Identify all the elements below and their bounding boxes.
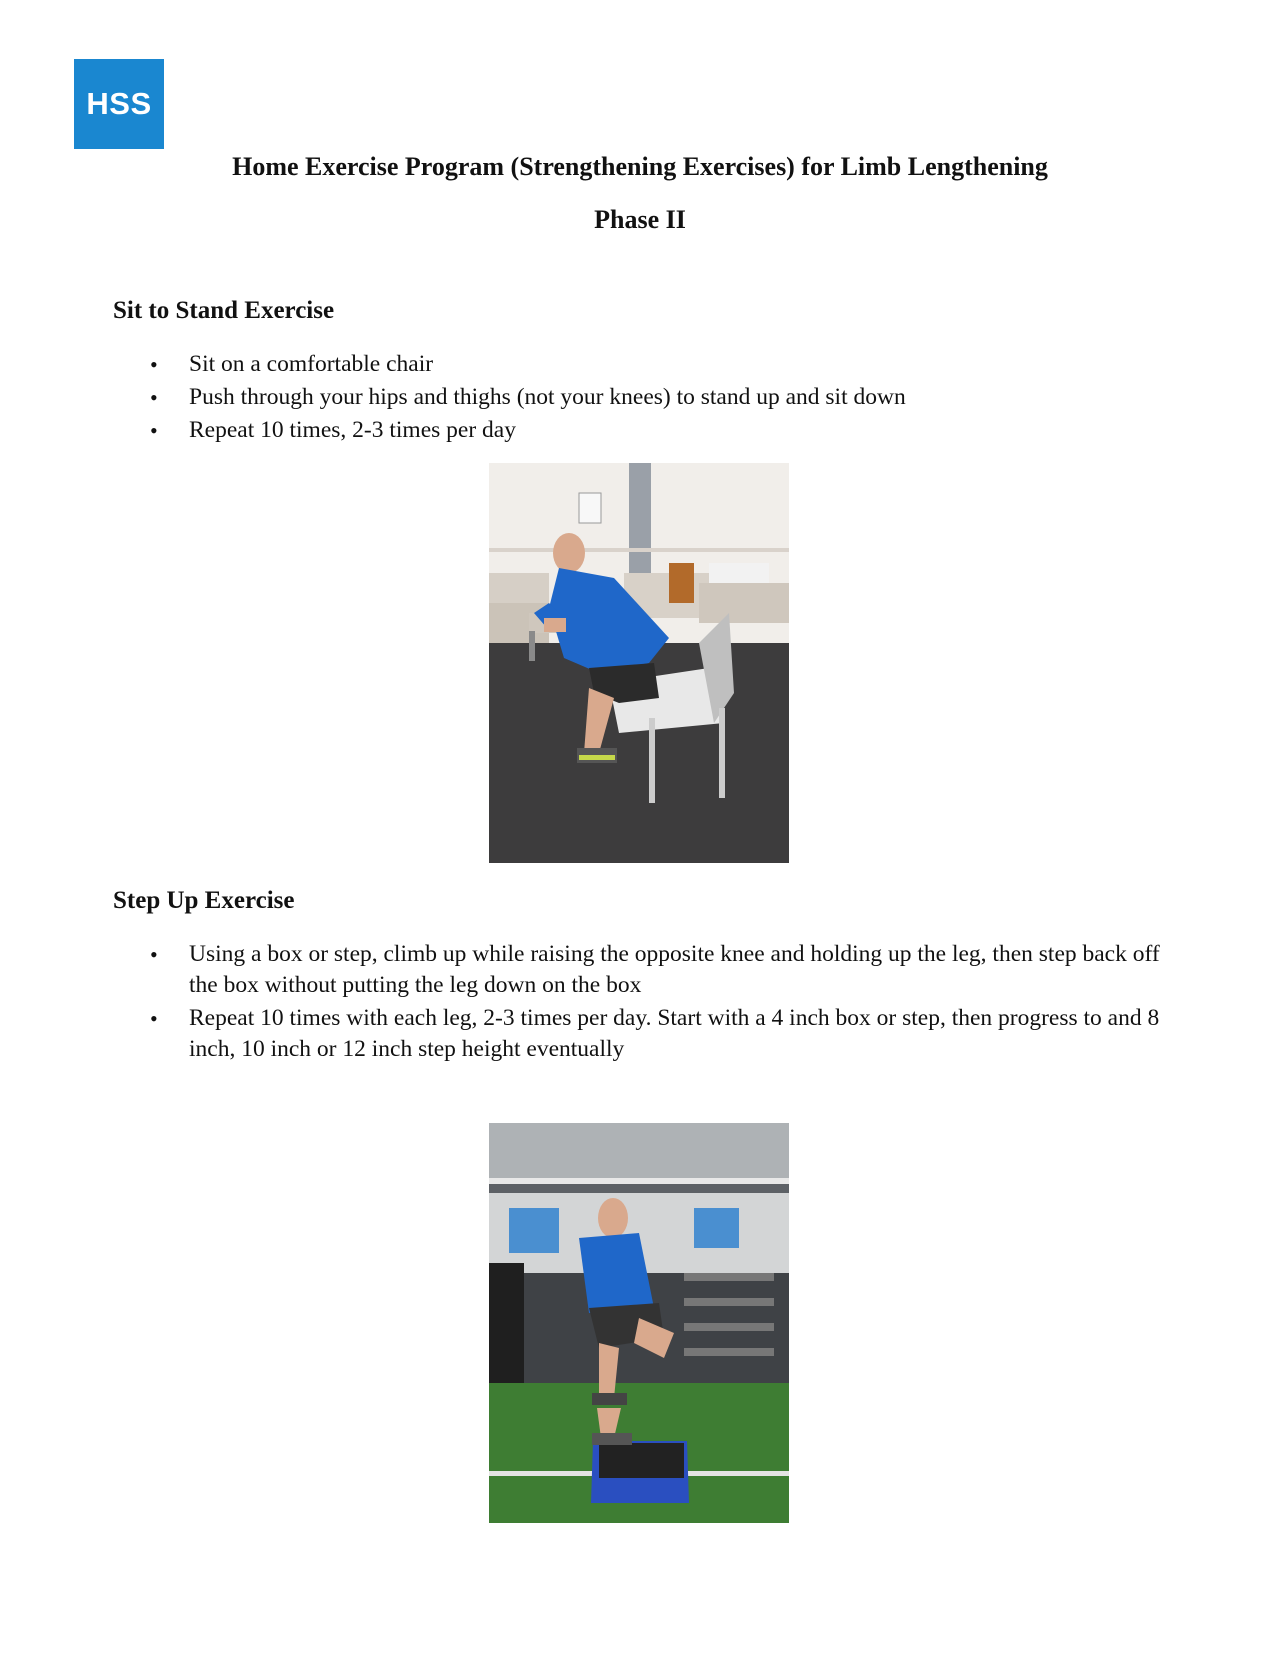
section-heading-step-up: Step Up Exercise <box>113 887 295 914</box>
list-item: • Sit on a comfortable chair <box>0 349 1169 380</box>
hss-logo <box>74 59 164 149</box>
list-item: • Repeat 10 times with each leg, 2-3 times per day. Start with a 4 inch box or step, then progress to and 8 inch, 10 inch or 12 inch step height eventually <box>0 1003 1169 1065</box>
list-item: • Push through your hips and thighs (not your knees) to stand up and sit down <box>0 382 1169 413</box>
document-subtitle: Phase II <box>594 205 686 234</box>
document-title: Home Exercise Program (Strengthening Exercises) for Limb Lengthening <box>232 152 1048 181</box>
hss-logo-text: HSS <box>86 86 152 121</box>
sit-to-stand-photo <box>489 463 789 863</box>
section-heading-sit-to-stand: Sit to Stand Exercise <box>113 297 335 324</box>
list-item: • Repeat 10 times, 2-3 times per day <box>0 415 1169 446</box>
sit-to-stand-bullet-list <box>0 349 1169 448</box>
list-item: • Using a box or step, climb up while raising the opposite knee and holding up the leg, then step back off the box without putting the leg down on the box <box>0 939 1169 1001</box>
step-up-bullet-list <box>0 939 1169 1067</box>
step-up-photo <box>489 1123 789 1523</box>
